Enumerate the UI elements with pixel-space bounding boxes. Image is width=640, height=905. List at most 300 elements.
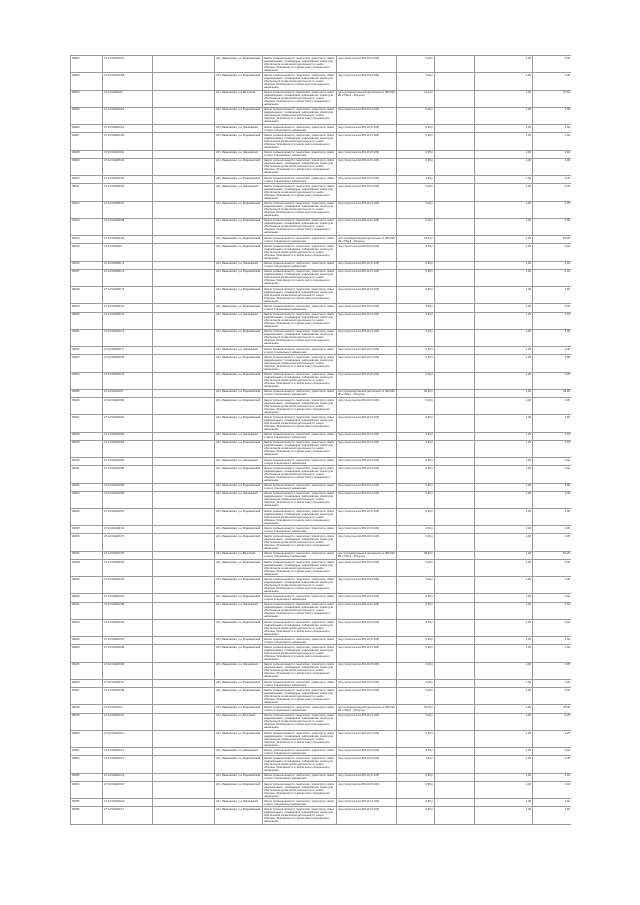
cell-permitted-use: под строительство ВЛ-10 (Л-106) [337,594,397,602]
cell-cadastral-number: 27:11:040209:91 [103,526,153,534]
cell-share-value: 1,00 [475,781,533,798]
cell-share-value: 1,00 [475,398,533,415]
cell-blank-column-2 [435,107,475,124]
cell-area-value: 0,95 р [397,176,435,184]
cell-land-category: Земли промышленности, энергетики, транспорта, связи, радиовещания, телевидения, информатики, земли для обеспечения космической деятельности, земли обороны, безопасности и земли иного специального назначения [264,808,335,824]
cell-blank-column [153,679,215,687]
cell-record-id: 09043 [71,637,103,645]
cell-record-id: 09007 [71,133,103,150]
cell-area-value: 0,95 р [397,799,435,807]
cell-location: обл. Ивановская, р-н Родниковский [215,508,263,525]
cell-land-category: Земли промышленности, энергетики, транспорта, связи, радиовещания, телевидения, информатики, земли для обеспечения космической деятельности, земли обороны, безопасности и земли иного специального назначения [264,663,335,679]
cell-location: обл. Ивановская, р-н Родниковский [215,287,263,304]
cell-record-id: 09013 [71,218,103,235]
cell-area-value: 0,95 р [397,261,435,269]
cell-share-value: 1,00 [475,679,533,687]
cell-blank-column [153,287,215,304]
cell-share-value: 1,00 [475,483,533,491]
table-row [71,287,572,304]
cell-share-value: 1,00 [475,645,533,662]
cell-location: обл. Ивановская, р-н Родниковский [215,176,263,184]
cell-share-value: 1,00 [475,176,533,184]
parcel-register-table-container [70,55,571,862]
cell-record-id: 09016 [71,261,103,269]
table-row [71,773,572,781]
cell-blank-column [153,329,215,346]
cell-permitted-use: под строительство ВЛ-10 (Л-106) [337,372,397,389]
cell-blank-column-2 [435,312,475,329]
cell-amount-value: 84,25 [533,551,572,559]
cell-land-category: Земли промышленности, энергетики, транспорта, связи, радиовещания, телевидения, информатики, земли для обеспечения космической деятельности, земли обороны, безопасности и земли иного специального назначения [264,373,335,389]
cell-blank-column [153,508,215,525]
cell-land-category: Земли промышленности, энергетики, транспорта, связи и иного специального назначения [263,347,337,355]
cell-area-value: 0,95 р [397,730,435,747]
cell-area-value: 0,95 р [397,807,435,824]
cell-land-category: Земли промышленности, энергетики, транспорта, связи, радиовещания, телевидения, информатики, земли для обеспечения космической деятельности, земли обороны, безопасности и земли иного специального назначения [264,398,335,414]
cell-share-value: 1,00 [475,125,533,133]
cell-blank-column-2 [435,218,475,235]
cell-blank-column [153,347,215,355]
cell-blank-column [153,466,215,483]
cell-permitted-use: под строительство ВЛ-10 (Л-106) [337,56,397,73]
cell-permitted-use: под строительство ВЛ-10 (Л-106) [337,645,397,662]
cell-blank-column-2 [435,287,475,304]
cell-cadastral-number: 27:12:040206:67 [103,201,153,218]
cell-location: обл. Ивановская, р-н Лежневский [215,491,263,508]
cell-permitted-use: под строительство ВЛ-10 (Л-106) [337,269,397,286]
cell-blank-column-2 [435,688,475,705]
table-row [71,398,572,415]
cell-record-id: 09012 [71,201,103,218]
cell-area-value: 0,00 р [397,107,435,124]
cell-land-category: Земли промышленности, энергетики, транспорта, связи, радиовещания, телевидения, информатики, земли для обеспечения космической деятельности, земли обороны, безопасности и земли иного специального назначения [264,620,335,636]
cell-blank-column-2 [435,440,475,457]
cell-location: обл. Ивановская, р-н Родниковский [215,201,263,218]
cell-blank-column-2 [435,236,475,244]
cell-location: обл. Ивановская, р-н Лежневский [215,748,263,756]
cell-area-value: 0,00 р [397,508,435,525]
cell-location: обл. Ивановская, р-н Лежневский [215,261,263,269]
cell-permitted-use: под строительство ВЛ-10 (Л-106) [337,125,397,133]
cell-cadastral-number: 27:12:040209:17 [103,807,153,824]
cell-amount-value: 0,00 [533,508,572,525]
cell-share-value: 1,00 [475,594,533,602]
cell-blank-column [153,107,215,124]
cell-location: обл. Ивановская, р-н Родниковский [215,688,263,705]
cell-area-value: 0,95 р [397,466,435,483]
cell-blank-column [153,244,215,261]
cell-land-category: Земли промышленности, энергетики, транспорта, связи, радиовещания, телевидения, информатики, земли для обеспечения космической деятельности, земли обороны, безопасности и земли иного специального назначения [264,270,335,286]
table-row [71,244,572,261]
cell-cadastral-number: 37:10:040204:62 [103,150,153,158]
cell-permitted-use: под строительство ВЛ-10 (Л-106) [337,244,397,261]
cell-blank-column-2 [435,56,475,73]
cell-location: обл. Ивановская, р-н Лежневский [215,184,263,201]
cell-amount-value: 84,65 [533,236,572,244]
cell-area-value: 0,00 р [397,526,435,534]
cell-record-id: 09048 [71,705,103,713]
table-row [71,705,572,713]
cell-share-value: 1,00 [475,577,533,594]
cell-permitted-use: под строительство ВЛ-10 (Л-106) [337,287,397,304]
cell-land-category: Земли промышленности, энергетики, транспорта, связи, радиовещания, телевидения, информатики, земли для обеспечения космической деятельности, земли обороны, безопасности и земли иного специального назначения [264,646,335,662]
cell-area-value: 0,95 р [397,244,435,261]
table-row [71,602,572,619]
cell-blank-column-2 [435,372,475,389]
cell-share-value: 1,00 [475,201,533,218]
cell-permitted-use: под строительство ВЛ-10 (Л-106) [337,158,397,175]
cell-land-category: Земли промышленности, энергетики, транспорта, связи, радиовещания, телевидения, информатики, земли для обеспечения космической деятельности, земли обороны, безопасности и земли иного специального назначения [264,577,335,593]
cell-cadastral-number: 27:10:040206:76 [103,312,153,329]
cell-share-value: 1,00 [475,662,533,679]
cell-blank-column-2 [435,133,475,150]
cell-blank-column-2 [435,508,475,525]
cell-record-id: 09046 [71,679,103,687]
cell-area-value: 0,00 р [397,125,435,133]
cell-land-category: Земли промышленности, энергетики, транспорта, связи, радиовещания, телевидения, информатики, земли для обеспечения космической деятельности, земли обороны, безопасности и земли иного специального назначения [264,313,335,329]
table-row [71,329,572,346]
cell-permitted-use: под строительство ВЛ-10 (Л-106) [337,577,397,594]
cell-record-id: 09039 [71,577,103,594]
table-row [71,56,572,73]
cell-amount-value: 0,04 [533,637,572,645]
cell-permitted-use: под строительство ВЛ-10 (Л-106) [337,662,397,679]
cell-blank-column-2 [435,705,475,713]
cell-area-value: 0,95 р [397,304,435,312]
cell-permitted-use: под строительство ВЛ-10 (Л-106) [337,201,397,218]
table-row [71,133,572,150]
cell-cadastral-number: 27:11:040209:97 [103,679,153,687]
cell-cadastral-number: 27:12:040209:85 [103,466,153,483]
cell-cadastral-number: 27:12:040209:79 [103,534,153,551]
cell-permitted-use: под строительство ВЛ-10 (Л-106) [337,756,397,773]
cell-area-value: 0,00 р [397,577,435,594]
cell-permitted-use: под строительство ВЛ-10 (Л-106) [337,713,397,730]
cell-permitted-use: под строительство ВЛ-10 (Л-106) [337,329,397,346]
cell-amount-value: 0,05 [533,577,572,594]
table-row [71,176,572,184]
cell-blank-column [153,389,215,397]
cell-blank-column-2 [435,90,475,107]
cell-blank-column [153,551,215,559]
cell-blank-column [153,218,215,235]
cell-record-id: 09026 [71,398,103,415]
cell-location: обл. Ивановская, р-н Родниковский [215,637,263,645]
cell-amount-value: 0,46 [533,491,572,508]
cell-share-value: 1,00 [475,432,533,440]
cell-record-id: 09005 [71,107,103,124]
cell-record-id: 09023 [71,355,103,372]
cell-cadastral-number: 27:10:040209:87 [103,508,153,525]
cell-blank-column-2 [435,125,475,133]
cell-share-value: 1,00 [475,218,533,235]
cell-cadastral-number: 27:10:040209:85 [103,491,153,508]
cell-land-category: Земли промышленности, энергетики, транспорта, связи, радиовещания, телевидения, информатики, земли для обеспечения космической деятельности, земли обороны, безопасности и земли иного специального назначения [264,202,335,218]
cell-land-category: Земли промышленности, энергетики, транспорта, связи, радиовещания, телевидения, информатики, земли для обеспечения космической деятельности, земли обороны, безопасности и земли иного специального назначения [264,731,335,747]
table-row [71,748,572,756]
cell-permitted-use: под строительство ВЛ-10 (Л-106) [337,781,397,798]
cell-location: обл. Ивановская, р-н Родниковский [215,534,263,551]
cell-location: обл. Ивановская, р-н Лежневский [215,602,263,619]
cell-area-value: 0,00 р [397,218,435,235]
cell-permitted-use: под строительство ВЛ-10 (Л-106) [337,637,397,645]
cell-location: обл. Ивановская, р-н Родниковский [215,577,263,594]
table-row [71,150,572,158]
cell-location: обл. Ивановская, р-н Родниковский [215,107,263,124]
table-row [71,730,572,747]
cell-location: обл. Ивановская, р-н Родниковский [215,773,263,781]
cell-amount-value: 0,00 [533,526,572,534]
cell-share-value: 1,00 [475,56,533,73]
cell-land-category: Земли промышленности, энергетики, транспорта, связи и иного специального назначения [263,705,337,713]
cell-record-id: 09044 [71,645,103,662]
parcel-register-table [70,55,571,825]
cell-amount-value: 0,05 [533,534,572,551]
cell-cadastral-number: 27:10:040209:86 [103,483,153,491]
cell-cadastral-number: 37:10:040204:96 [103,619,153,636]
cell-cadastral-number: 27:12:040209:70 [103,56,153,73]
cell-cadastral-number: 27:12:040204:92 [103,594,153,602]
cell-area-value: 0,00 р [397,688,435,705]
cell-permitted-use: под строительство ВЛ-10 (Л-106) [337,218,397,235]
table-row [71,637,572,645]
cell-cadastral-number: 37:10:040204:63 [103,133,153,150]
cell-blank-column [153,90,215,107]
cell-amount-value: 0,04 [533,440,572,457]
cell-location: обл. Ивановская, р-н Родниковский [215,594,263,602]
cell-cadastral-number: 27:10:040209:16 [103,799,153,807]
cell-cadastral-number: 27:12:040209:79 [103,372,153,389]
cell-location: обл. Ивановская, р-н Родниковский [215,679,263,687]
cell-share-value: 1,00 [475,508,533,525]
cell-blank-column [153,184,215,201]
cell-blank-column-2 [435,799,475,807]
cell-area-value: 0,95 р [397,415,435,432]
cell-location: обл. Ивановская, р-н Родниковский [215,133,263,150]
cell-share-value: 1,00 [475,236,533,244]
cell-land-category: Земли промышленности, энергетики, транспорта, связи, радиовещания, телевидения, информатики, земли для обеспечения космической деятельности, земли обороны, безопасности и земли иного специального назначения [264,73,335,89]
cell-amount-value: 0,04 [533,773,572,781]
cell-area-value: 0,95 р [397,748,435,756]
cell-land-category: Земли промышленности, энергетики, транспорта, связи, радиовещания, телевидения, информатики, земли для обеспечения космической деятельности, земли обороны, безопасности и земли иного специального назначения [264,603,335,619]
cell-blank-column [153,304,215,312]
table-row [71,304,572,312]
cell-land-category: Земли промышленности, энергетики, транспорта, связи и иного специального назначения [263,261,337,269]
cell-permitted-use: под строительство ВЛ-10 (Л-106) [337,415,397,432]
cell-amount-value: 0,04 [533,269,572,286]
cell-blank-column-2 [435,551,475,559]
table-row [71,679,572,687]
cell-record-id: 09052 [71,756,103,773]
cell-land-category: Земли промышленности, энергетики, транспорта, связи, радиовещания, телевидения, информатики, земли для обеспечения космической деятельности, земли обороны, безопасности и земли иного специального назначения [264,415,335,431]
table-row [71,73,572,90]
cell-area-value: 0,00 р [397,56,435,73]
cell-cadastral-number: 37:12:040206:7 [103,244,153,261]
cell-record-id: 09050 [71,730,103,747]
cell-land-category: Земли промышленности, энергетики, транспорта, связи и иного специального назначения [263,432,337,440]
cell-area-value: 0,95 р [397,637,435,645]
cell-land-category: Земли промышленности, энергетики, транспорта, связи и иного специального назначения [263,748,337,756]
cell-permitted-use: под строительство ВЛ-10 (Л-106) [337,679,397,687]
table-row [71,645,572,662]
cell-amount-value: 0,05 [533,398,572,415]
cell-record-id: 09020 [71,312,103,329]
cell-blank-column [153,619,215,636]
cell-location: обл. Ивановская, р-н Вичугский [215,90,263,107]
cell-share-value: 1,00 [475,269,533,286]
table-row [71,107,572,124]
cell-land-category: Земли промышленности, энергетики, транспорта, связи, радиовещания, телевидения, информатики, земли для обеспечения космической деятельности, земли обороны, безопасности и земли иного специального назначения [264,782,335,798]
cell-cadastral-number: 27:10:040206:98 [103,645,153,662]
cell-location: обл. Ивановская, р-н Лежневский [215,312,263,329]
cell-land-category: Земли промышленности, энергетики, транспорта, связи, радиовещания, телевидения, информатики, земли для обеспечения космической деятельности, земли обороны, безопасности и земли иного специального назначения [264,244,335,260]
cell-blank-column-2 [435,491,475,508]
cell-cadastral-number: 27:12:040209:84 [103,458,153,466]
table-row [71,466,572,483]
cell-permitted-use: под строительство ВЛ-10 (Л-106) [337,559,397,576]
cell-area-value: 0,95 р [397,287,435,304]
cell-amount-value: 0,04 [533,602,572,619]
cell-permitted-use: под строительство ВЛ-10 (Л-106) [337,312,397,329]
cell-blank-column [153,534,215,551]
table-row [71,158,572,175]
cell-share-value: 1,00 [475,415,533,432]
table-row [71,688,572,705]
cell-permitted-use: под строительство ВЛ-10 (Л-106) [337,508,397,525]
cell-location: обл. Ивановская, р-н Лежневский [215,347,263,355]
cell-blank-column [153,594,215,602]
cell-location: обл. Ивановская, р-н Лежневский [215,125,263,133]
cell-blank-column [153,432,215,440]
cell-blank-column [153,807,215,824]
table-row [71,201,572,218]
cell-blank-column [153,577,215,594]
cell-land-category: Земли промышленности, энергетики, транспорта, связи, радиовещания, телевидения, информатики, земли для обеспечения космической деятельности, земли обороны, безопасности и земли иного специального назначения [264,159,335,175]
cell-blank-column [153,372,215,389]
cell-cadastral-number: 27:10:040206:75 [103,304,153,312]
cell-location: обл. Ивановская, р-н Родниковский [215,304,263,312]
cell-amount-value: 0,46 [533,347,572,355]
cell-permitted-use: под строительство ВЛ-10 (Л-106) [337,458,397,466]
cell-amount-value: 5,90 [533,329,572,346]
cell-blank-column-2 [435,150,475,158]
cell-area-value: 0,95 р [397,329,435,346]
cell-amount-value: 54,05 [533,389,572,397]
cell-amount-value: 1,00 [533,158,572,175]
cell-cadastral-number: 27:12:040209:98 [103,688,153,705]
cell-land-category: Земли промышленности, энергетики, транспорта, связи, радиовещания, телевидения, информатики, земли для обеспечения космической деятельности, земли обороны, безопасности и земли иного специального назначения [264,287,335,303]
cell-land-category: Земли промышленности, энергетики, транспорта, связи, радиовещания, телевидения, информатики, земли для обеспечения космической деятельности, земли обороны, безопасности и земли иного специального назначения [264,509,335,525]
cell-amount-value: 35,00 [533,705,572,713]
cell-location: обл. Ивановская, р-н Родниковский [215,218,263,235]
cell-blank-column [153,662,215,679]
cell-area-value: 41,44 р [397,90,435,107]
cell-record-id: 09036 [71,534,103,551]
table-row [71,372,572,389]
cell-blank-column-2 [435,679,475,687]
cell-area-value: 0,00 р [397,534,435,551]
table-row [71,347,572,355]
cell-permitted-use: под строительство ВЛ-10 (Л-106) [337,688,397,705]
cell-record-id: 09047 [71,688,103,705]
cell-cadastral-number: 37:12:040204:13 [103,756,153,773]
table-row [71,619,572,636]
cell-location: обл. Ивановская, р-н Родниковский [215,781,263,798]
cell-blank-column [153,491,215,508]
cell-permitted-use: под строительство ВЛ-10 (Л-106) [337,176,397,184]
cell-amount-value: 0,04 [533,781,572,798]
cell-location: обл. Ивановская, р-н Родниковский [215,415,263,432]
cell-cadastral-number: 37:10:040209:74 [103,329,153,346]
cell-area-value: 0,95 р [397,602,435,619]
cell-land-category: Земли промышленности, энергетики, транспорта, связи, радиовещания, телевидения, информатики, земли для обеспечения космической деятельности, земли обороны, безопасности и земли иного специального назначения [264,133,335,149]
cell-area-value: 0,95 р [397,781,435,798]
cell-share-value: 1,00 [475,756,533,773]
table-row [71,312,572,329]
cell-amount-value: 0,25 [533,730,572,747]
cell-amount-value: 0,04 [533,312,572,329]
cell-share-value: 1,00 [475,355,533,372]
cell-permitted-use: под строительство ВЛ-10 (Л-106) [337,773,397,781]
cell-location: обл. Ивановская, р-н Лежневский [215,458,263,466]
cell-area-value: 0,00 р [397,679,435,687]
cell-area-value: 45,00 р [397,389,435,397]
cell-amount-value: 0,00 [533,688,572,705]
cell-record-id: 09033 [71,491,103,508]
cell-permitted-use: под строительство ВЛ-10 (Л-106) [337,107,397,124]
cell-cadastral-number: 27:12:040209:69 [103,73,153,90]
cell-share-value: 1,00 [475,559,533,576]
cell-blank-column [153,440,215,457]
cell-record-id: 09056 [71,807,103,824]
cell-permitted-use: под строительство ВЛ-10 (Л-106) [337,73,397,90]
cell-permitted-use: под строительство ВЛ-10 (Л-106) [337,602,397,619]
cell-land-category: Земли промышленности, энергетики, транспорта, связи, радиовещания, телевидения, информатики, земли для обеспечения космической деятельности, земли обороны, безопасности и земли иного специального назначения [264,355,335,371]
cell-share-value: 1,00 [475,799,533,807]
cell-land-category: Земли промышленности, энергетики, транспорта, связи, радиовещания, телевидения, информатики, земли для обеспечения космической деятельности, земли обороны, безопасности и земли иного специального назначения [264,330,335,346]
cell-amount-value: 0,00 [533,679,572,687]
cell-land-category: Земли промышленности, энергетики, транспорта, связи, радиовещания, телевидения, информатики, земли для обеспечения космической деятельности, земли обороны, безопасности и земли иного специального назначения [264,441,335,457]
cell-share-value: 1,00 [475,372,533,389]
cell-amount-value: 0,04 [533,133,572,150]
cell-blank-column [153,781,215,798]
cell-cadastral-number: 27:12:040209:80 [103,398,153,415]
table-row [71,90,572,107]
cell-location: обл. Ивановская, р-н Лежневский [215,799,263,807]
cell-cadastral-number: 27:12:040209:8 [103,389,153,397]
cell-share-value: 1,00 [475,602,533,619]
cell-cadastral-number: 27:12:040204:93 [103,551,153,559]
cell-share-value: 1,00 [475,526,533,534]
cell-blank-column-2 [435,73,475,90]
cell-blank-column-2 [435,748,475,756]
cell-record-id: 09008 [71,150,103,158]
cell-location: обл. Ивановская, р-н Вичугский [215,713,263,730]
cell-amount-value: 1,35 [533,756,572,773]
cell-blank-column-2 [435,662,475,679]
cell-record-id: 09049 [71,713,103,730]
cell-location: обл. Ивановская, р-н Лежневский [215,150,263,158]
cell-blank-column [153,415,215,432]
cell-blank-column [153,150,215,158]
cell-share-value: 1,00 [475,491,533,508]
cell-share-value: 1,00 [475,287,533,304]
cell-land-category: Земли промышленности, энергетики, транспорта, связи и иного специального назначения [263,150,337,158]
cell-amount-value: 0,04 [533,287,572,304]
cell-record-id: 09034 [71,508,103,525]
cell-share-value: 1,00 [475,73,533,90]
cell-location: обл. Ивановская, р-н Родниковский [215,466,263,483]
